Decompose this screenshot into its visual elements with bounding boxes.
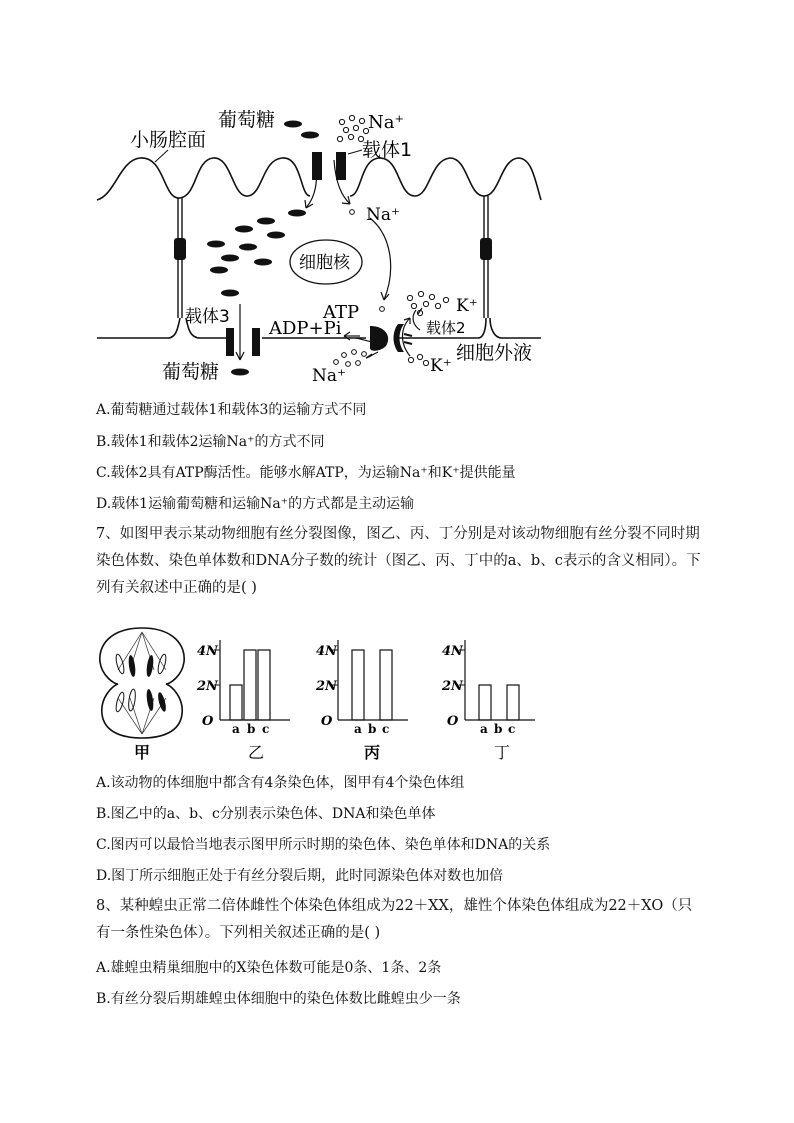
q6-option-c: C.载体2具有ATP酶活性。能够水解ATP，为运输Na⁺和K⁺提供能量 (96, 465, 516, 481)
label-extracellular: 细胞外液 (456, 342, 533, 364)
q6-option-a: A.葡萄糖通过载体1和载体3的运输方式不同 (96, 402, 367, 418)
panel-label-ding: 丁 (494, 743, 511, 762)
label-glucose-top: 葡萄糖 (218, 109, 276, 131)
chart-ding-cat-c: c (508, 722, 516, 736)
chart-bing-cat-c: c (382, 722, 390, 736)
label-atp: ATP (323, 302, 360, 323)
chart-ding-2n: 2N (442, 679, 463, 694)
q7-option-a: A.该动物的体细胞中都含有4条染色体，图甲有4个染色体组 (96, 775, 465, 791)
label-na-mid: Na⁺ (366, 205, 400, 225)
chart-yi-bar-a (230, 685, 242, 720)
label-adp: ADP+Pi (269, 318, 342, 339)
dividing-cell-jia (100, 628, 184, 738)
chart-bing-2n: 2N (316, 679, 337, 694)
q8-option-b: B.有丝分裂后期雄蝗虫体细胞中的染色体数比雌蝗虫少一条 (96, 991, 461, 1007)
label-carrier2: 载体2 (426, 319, 466, 337)
q7-option-c: C.图丙可以最恰当地表示图甲所示时期的染色体、染色单体和DNA的关系 (96, 837, 551, 853)
q8-stem: 8、某种蝗虫正常二倍体雌性个体染色体组成为22＋XX，雄性个体染色体组成为22＋XO（只有一条性染色体）。下列相关叙述正确的是( ) (96, 898, 693, 941)
chart-ding-4n: 4N (442, 644, 463, 659)
q6-option-b: B.载体1和载体2运输Na⁺的方式不同 (96, 434, 325, 450)
chart-bing-cat-b: b (368, 722, 377, 736)
panel-label-bing: 丙 (364, 743, 381, 762)
chart-yi-bar-c (258, 650, 270, 720)
chart-ding-cat-b: b (494, 722, 503, 736)
label-lumen: 小肠腔面 (130, 129, 207, 151)
panel-label-jia: 甲 (134, 743, 151, 762)
junction-right (480, 238, 492, 260)
chart-yi-cat-b: b (247, 722, 256, 736)
chart-yi-2n: 2N (197, 679, 218, 694)
chart-bing-bar-c (380, 650, 392, 720)
chromosomes (115, 654, 168, 713)
chart-bing-cat-a: a (354, 722, 362, 736)
chart-bing (315, 640, 408, 736)
chart-ding-origin: O (447, 714, 459, 729)
label-nucleus: 细胞核 (299, 253, 350, 273)
label-glucose-bottom: 葡萄糖 (162, 361, 220, 383)
spindle-fibers (118, 632, 166, 734)
junction-left (174, 238, 186, 260)
q7-stem: 7、如图甲表示某动物细胞有丝分裂图像，图乙、丙、丁分别是对该动物细胞有丝分裂不同时期染色体数、染色单体数和DNA分子数的统计（图乙、丙、丁中的a、b、c表示的含义相同）。下列有关叙述中正确的是( ) (96, 526, 701, 596)
carrier3-shape (226, 328, 234, 356)
label-carrier1: 载体1 (362, 139, 413, 161)
chart-yi (196, 640, 290, 736)
chart-yi-cat-a: a (232, 722, 240, 736)
cell-transport-diagram (0, 0, 794, 400)
panel-label-yi: 乙 (248, 743, 265, 762)
chart-bing-4n: 4N (316, 644, 337, 659)
chart-yi-origin: O (202, 714, 214, 729)
chart-ding-bar-a (479, 685, 491, 720)
q6-option-d: D.载体1运输葡萄糖和运输Na⁺的方式都是主动运输 (96, 496, 415, 512)
chart-ding-cat-a: a (480, 722, 488, 736)
chart-yi-cat-c: c (262, 722, 270, 736)
q7-option-b: B.图乙中的a、b、c分别表示染色体、DNA和染色单体 (96, 806, 436, 822)
q7-option-d: D.图丁所示细胞正处于有丝分裂后期，此时同源染色体对数也加倍 (96, 868, 504, 884)
label-carrier3: 载体3 (185, 307, 230, 327)
carrier2-shape (370, 326, 388, 351)
label-k-top: K⁺ (456, 296, 478, 316)
chart-bing-bar-a (352, 650, 364, 720)
q8-option-a: A.雄蝗虫精巢细胞中的X染色体数可能是0条、1条、2条 (96, 960, 442, 976)
label-na-top: Na⁺ (368, 112, 404, 133)
chart-yi-4n: 4N (197, 644, 218, 659)
chart-yi-bar-b (244, 650, 256, 720)
chart-ding-bar-c (507, 685, 519, 720)
chart-ding (441, 640, 535, 736)
label-na-bottom: Na⁺ (312, 366, 346, 386)
chart-bing-origin: O (321, 714, 333, 729)
label-k-bottom: K⁺ (430, 356, 452, 376)
